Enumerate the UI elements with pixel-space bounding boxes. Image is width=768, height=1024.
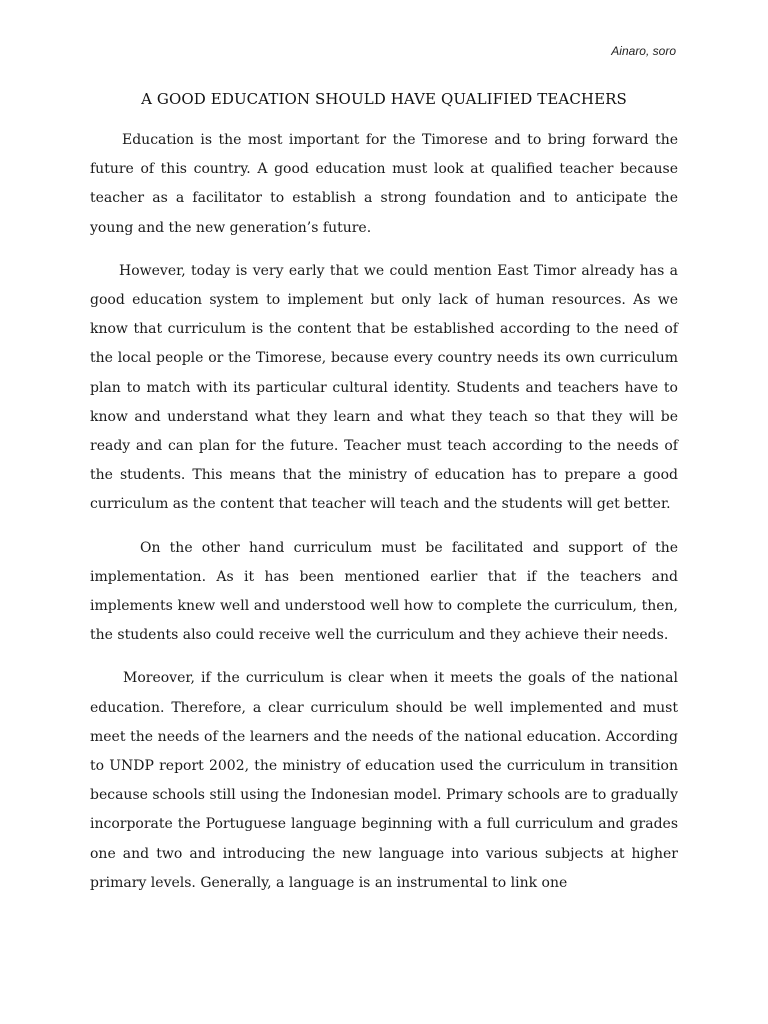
document-body — [90, 126, 678, 912]
author-header: Ainaro, soro — [611, 44, 676, 58]
paragraph-4: Moreover, if the curriculum is clear when it meets the goals of the national education. Therefore, a clear curriculum should be well implemented and must meet the needs of the learners and the needs of the national education. According to UNDP report 2002, the ministry of education used the curriculum in transition because schools still using the Indonesian model. Primary schools are to gradually incorporate the Portuguese language beginning with a full curriculum and grades one and two and introducing the new language into various subjects at higher primary levels. Generally, a language is an instrumental to link one — [90, 670, 678, 891]
document-title: A GOOD EDUCATION SHOULD HAVE QUALIFIED TEACHERS — [141, 90, 627, 108]
paragraph-1: Education is the most important for the Timorese and to bring forward the future of this country. A good education must look at qualified teacher because teacher as a facilitator to establish a strong foundation and to anticipate the young and the new generation’s future. — [90, 132, 678, 236]
paragraph-3: On the other hand curriculum must be facilitated and support of the implementation. As it has been mentioned earlier that if the teachers and implements knew well and understood well how to complete the curriculum, then, the students also could receive well the curriculum and they achieve their needs. — [90, 539, 678, 644]
paragraph-2: However, today is very early that we could mention East Timor already has a good education system to implement but only lack of human resources. As we know that curriculum is the content that be established according to the need of the local people or the Timorese, because every country needs its own curriculum plan to match with its particular cultural identity. Students and teachers have to know and understand what they learn and what they teach so that they will be ready and can plan for the future. Teacher must teach according to the needs of the students. This means that the ministry of education has to prepare a good curriculum as the content that teacher will teach and the students will get better. — [90, 262, 678, 513]
